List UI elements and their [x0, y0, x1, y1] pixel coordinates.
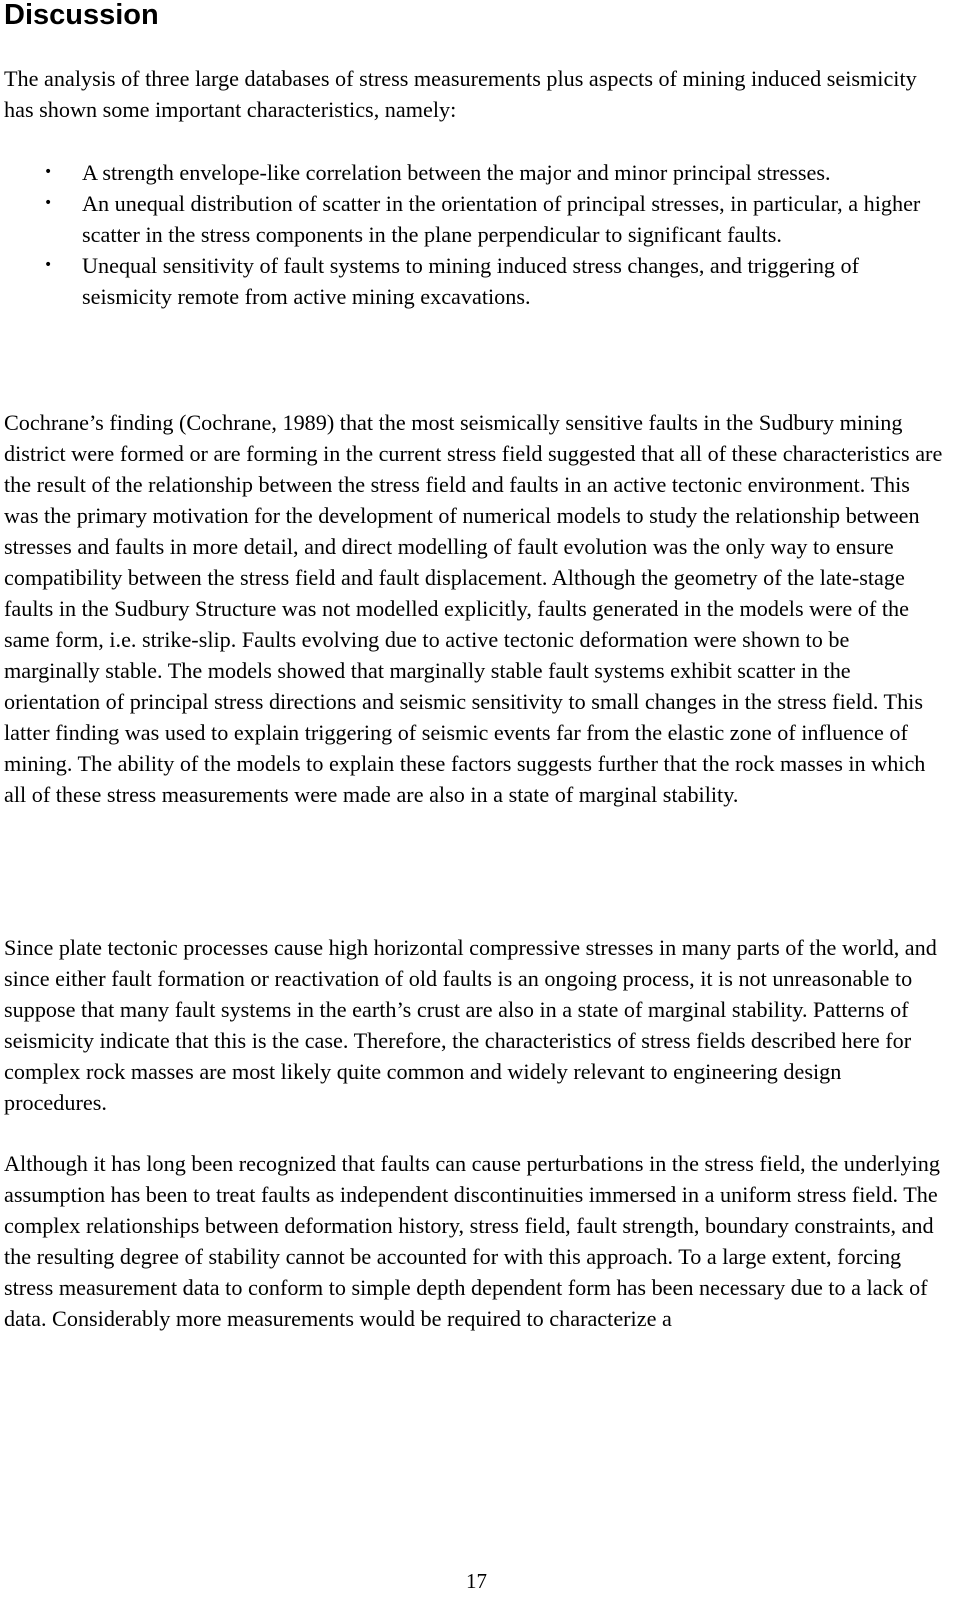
- bullet-icon: •: [44, 257, 53, 273]
- faults-assumption-paragraph: Although it has long been recognized that faults can cause perturbations in the stress field, the underlying assumption has been to treat faults as independent discontinuities immersed in a uniform stress field. The complex relationships between deformation history, stress field, fault strength, boundary constraints, and the resulting degree of stability cannot be accounted for with this approach. To a large extent, forcing stress measurement data to conform to simple depth dependent form has been necessary due to a lack of data. Considerably more measurements would be required to characterize a: [4, 1151, 940, 1331]
- intro-paragraph: The analysis of three large databases of stress measurements plus aspects of mining induced seismicity has shown some important characteristics, namely:: [4, 66, 917, 122]
- list-item: [4, 250, 949, 312]
- section-heading: Discussion: [4, 0, 159, 31]
- list-item-text: Unequal sensitivity of fault systems to mining induced stress changes, and triggering of seismicity remote from active mining excavations.: [82, 253, 860, 309]
- plate-tectonics-paragraph: Since plate tectonic processes cause high horizontal compressive stresses in many parts of the world, and since either fault formation or reactivation of old faults is an ongoing process, it is not unreasonable to suppose that many fault systems in the earth’s crust are also in a state of marginal stability. Patterns of seismicity indicate that this is the case. Therefore, the characteristics of stress fields described here for complex rock masses are most likely quite common and widely relevant to engineering design procedures.: [4, 935, 937, 1115]
- bullet-icon: •: [44, 195, 53, 211]
- page-number: 17: [466, 1569, 487, 1593]
- cochrane-paragraph: Cochrane’s finding (Cochrane, 1989) that the most seismically sensitive faults in the Sudbury mining district were formed or are forming in the current stress field suggested that all of these characteristics are the result of the relationship between the stress field and faults in an active tectonic environment. This was the primary motivation for the development of numerical models to study the relationship between stresses and faults in more detail, and direct modelling of fault evolution was the only way to ensure compatibility between the stress field and fault displacement. Although the geometry of the late-stage faults in the Sudbury Structure was not modelled explicitly, faults generated in the models were of the same form, i.e. strike-slip. Faults evolving due to active tectonic deformation were shown to be marginally stable. The models showed that marginally stable fault systems exhibit scatter in the orientation of principal stress directions and seismic sensitivity to small changes in the stress field. This latter finding was used to explain triggering of seismic events far from the elastic zone of influence of mining. The ability of the models to explain these factors suggests further that the rock masses in which all of these stress measurements were made are also in a state of marginal stability.: [4, 410, 943, 807]
- list-item: [4, 157, 949, 188]
- characteristics-list: [4, 157, 949, 312]
- bullet-icon: •: [44, 164, 53, 180]
- list-item-text: A strength envelope-like correlation between the major and minor principal stresses.: [82, 160, 831, 185]
- list-item-text: An unequal distribution of scatter in the orientation of principal stresses, in particular, a higher scatter in the stress components in the plane perpendicular to significant faults.: [82, 191, 921, 247]
- list-item: [4, 188, 949, 250]
